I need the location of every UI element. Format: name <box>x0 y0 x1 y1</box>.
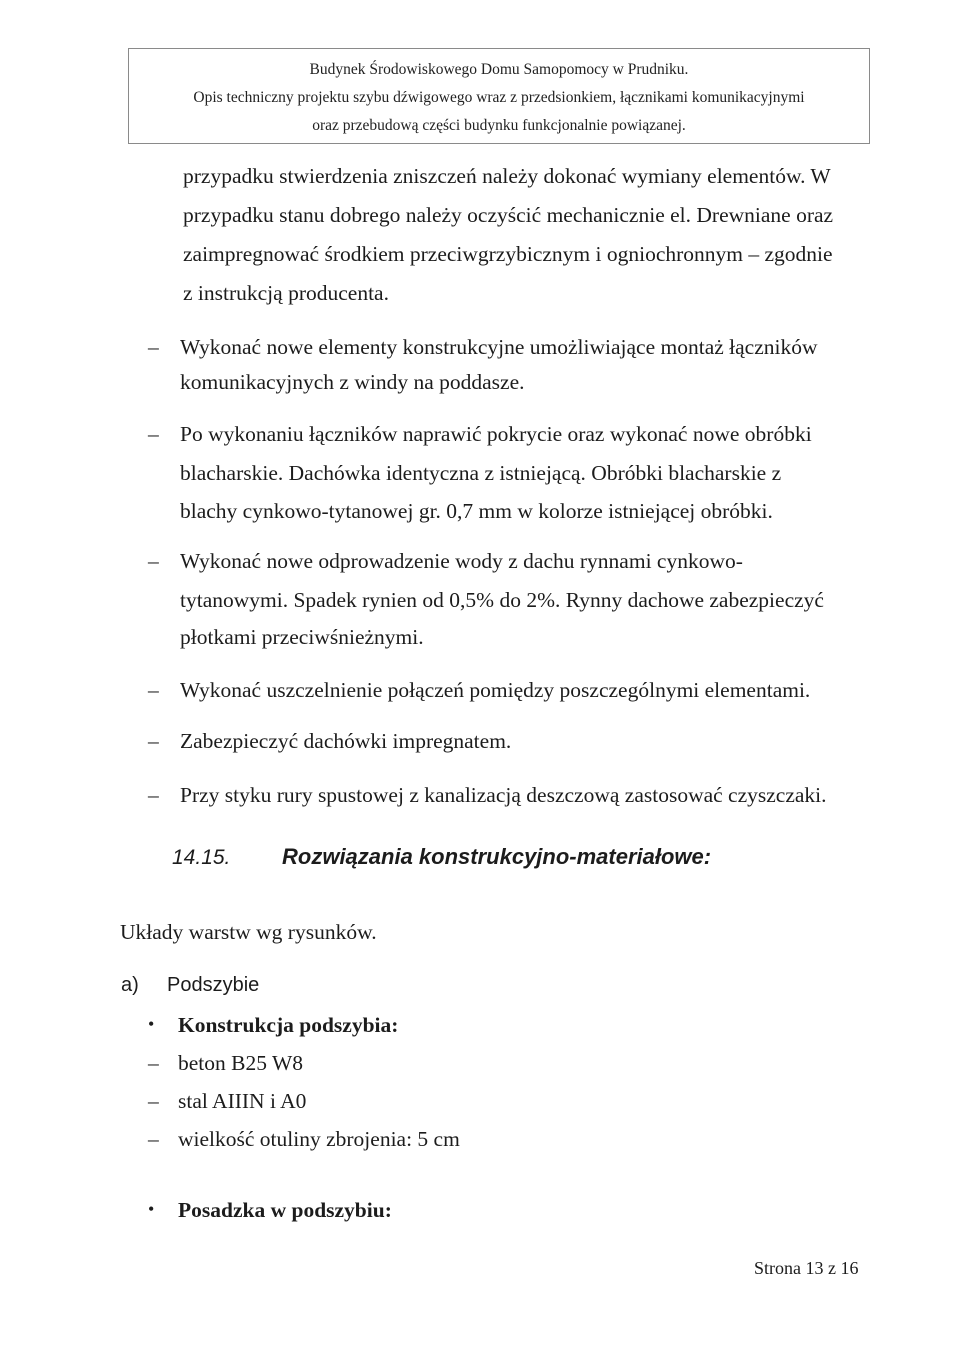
dash-marker: – <box>148 678 159 702</box>
list-item-line: blachy cynkowo-tytanowej gr. 0,7 mm w kolorze istniejącej obróbki. <box>180 499 773 523</box>
dash-marker: – <box>148 729 159 753</box>
list-item-line: płotkami przeciwśnieżnymi. <box>180 625 424 649</box>
header-subtitle-continued: oraz przebudową części budynku funkcjonalnie powiązanej. <box>312 117 686 134</box>
list-item-line: Wykonać nowe elementy konstrukcyjne umożliwiające montaż łączników <box>180 335 818 359</box>
floor-heading: Posadzka w podszybiu: <box>178 1198 392 1222</box>
section-number: 14.15. <box>172 846 231 869</box>
dash-marker: – <box>148 422 159 446</box>
paragraph-line: zaimpregnować środkiem przeciwgrzybicznym i ogniochronnym – zgodnie <box>183 242 833 266</box>
list-item-line: Zabezpieczyć dachówki impregnatem. <box>180 729 512 753</box>
subsection-title: Podszybie <box>167 974 260 996</box>
list-item-line: Wykonać nowe odprowadzenie wody z dachu rynnami cynkowo- <box>180 549 743 573</box>
dash-marker: – <box>148 335 159 359</box>
dash-marker: – <box>148 1089 159 1113</box>
dash-marker: – <box>148 1127 159 1151</box>
bullet-marker: • <box>148 1199 155 1219</box>
page-number: Strona 13 z 16 <box>754 1258 859 1278</box>
section-title: Rozwiązania konstrukcyjno-materiałowe: <box>282 844 712 869</box>
construction-item: stal AIIIN i A0 <box>178 1089 307 1113</box>
paragraph-line: przypadku stwierdzenia zniszczeń należy dokonać wymiany elementów. W <box>183 164 831 188</box>
subsection-label: a) <box>121 974 139 996</box>
construction-heading: Konstrukcja podszybia: <box>178 1013 399 1037</box>
dash-marker: – <box>148 1051 159 1075</box>
paragraph-line: przypadku stanu dobrego należy oczyścić mechanicznie el. Drewniane oraz <box>183 203 834 227</box>
dash-marker: – <box>148 549 159 573</box>
list-item-line: komunikacyjnych z windy na poddasze. <box>180 370 525 394</box>
header-subtitle: Opis techniczny projektu szybu dźwigowego wraz z przedsionkiem, łącznikami komunikacyjnymi <box>193 89 805 106</box>
construction-item: wielkość otuliny zbrojenia: 5 cm <box>178 1127 460 1151</box>
document-header <box>128 48 870 144</box>
list-item-line: blacharskie. Dachówka identyczna z istniejącą. Obróbki blacharskie z <box>180 461 782 485</box>
list-item-line: Wykonać uszczelnienie połączeń pomiędzy poszczególnymi elementami. <box>180 678 811 702</box>
construction-item: beton B25 W8 <box>178 1051 304 1075</box>
paragraph-line: z instrukcją producenta. <box>183 281 389 305</box>
header-title: Budynek Środowiskowego Domu Samopomocy w Prudniku. <box>309 61 689 78</box>
bullet-marker: • <box>148 1014 155 1034</box>
dash-marker: – <box>148 783 159 807</box>
list-item-line: Po wykonaniu łączników naprawić pokrycie oraz wykonać nowe obróbki <box>180 422 812 446</box>
intro-text: Układy warstw wg rysunków. <box>120 920 377 944</box>
list-item-line: Przy styku rury spustowej z kanalizacją deszczową zastosować czyszczaki. <box>180 783 827 807</box>
list-item-line: tytanowymi. Spadek rynien od 0,5% do 2%. Rynny dachowe zabezpieczyć <box>180 588 824 612</box>
